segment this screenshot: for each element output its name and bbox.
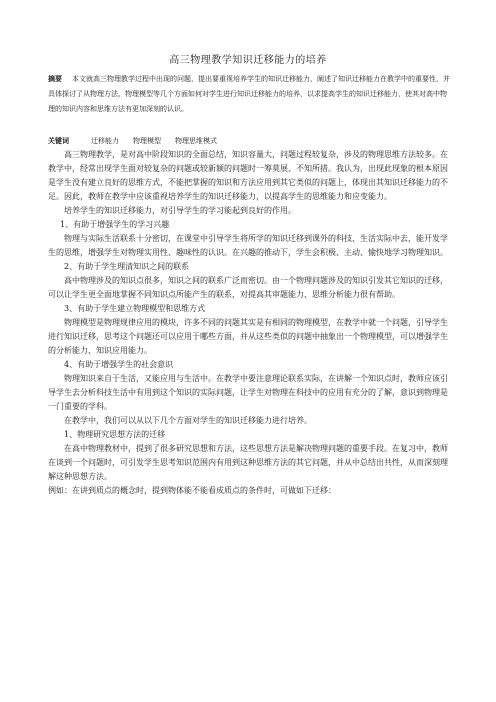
keyword-2: 物理模型 [133, 137, 161, 145]
paragraph: 在高中物理教材中，提到了很多研究思想和方法，这些思想方法是解决物理问题的重要手段。在复习中，教师在谈到一个问题时，可引发学生思考知识范围内有用到这种思维方法的其它问题，并从中总结出共性，从而深刻理解这种思想方法。 [48, 444, 448, 481]
paragraph: 物理与实际生活联系十分密切，在课堂中引导学生将所学的知识迁移到课外的科技、生活实际中去，能开发学生的思维，增强学生对物理实用性、趣味性的认识。在兴趣的推动下，学生会积极、主动、愉快地学习物理知识。 [48, 234, 448, 257]
abstract-text: 本文就高三物理教学过程中出现的问题，提出要重视培养学生的知识迁移能力，阐述了知识迁移能力在教学中的重要性，并具体探讨了从物理方法、物理模型等几个方面如何对学生进行知识迁移能力的培养，以求提高学生的知识迁移能力，使其对高中物理的知识内容和思维方法有更加深刻的认识。 [48, 75, 450, 113]
keywords [48, 134, 452, 148]
keyword-1: 迁移能力 [91, 137, 119, 145]
paragraph: 在教学中，我们可以从以下几个方面对学生的知识迁移能力进行培养。 [64, 416, 312, 425]
paragraph: 高中物理涉及的知识点很多，知识之间的联系广泛而密切。由一个物理问题涉及的知识引发其它知识的迁移，可以让学生更全面地掌握不同知识点所能产生的联系，对提高其审题能力、思维分析能力很有帮助。 [48, 276, 448, 299]
keywords-label: 关键词 [48, 136, 69, 145]
section-heading: 2、有助于学生理清知识之间的联系 [64, 262, 190, 271]
section-heading: 1、物理研究思想方法的迁移 [64, 430, 166, 439]
section-heading: 4、有助于增强学生的社会意识 [64, 360, 174, 369]
paragraph: 培养学生的知识迁移能力，对引导学生的学习能起到良好的作用。 [64, 206, 296, 215]
abstract [48, 71, 452, 117]
paragraph: 物理模型是物理规律应用的模块，许多不同的问题其实是有相同的物理模型，在教学中就一个问题，引导学生进行知识迁移，思考这个问题还可以应用于哪些方面，并从这些类似的问题中抽象出一个物理模型，可以增强学生的分析能力、知识应用能力。 [48, 318, 448, 355]
body-text [48, 148, 452, 498]
page-title: 高三物理教学知识迁移能力的培养 [169, 55, 327, 66]
keyword-3: 物理思维模式 [175, 137, 217, 145]
paragraph: 高三物理教学，是对高中阶段知识的全面总结，知识容量大，问题过程较复杂，涉及的物理思维方法较多。在教学中，经常出现学生面对较复杂的问题或较新颖的问题时一筹莫展、不知所措。我认为，出现此现象的根本原因是学生没有建立良好的思维方式，不能把掌握的知识和方法应用到其它类似的问题上，体现出其知识迁移能力的不足。因此，教师在教学中应该重视培养学生的知识迁移能力，以提高学生的思维能力和应变能力。 [48, 150, 448, 201]
section-heading: 3、有助于学生建立物理模型和思维方式 [64, 304, 206, 313]
abstract-label: 摘要 [48, 74, 62, 83]
paragraph: 例如：在讲到质点的概念时，提到物体能不能看成质点的条件时，可做如下迁移： [48, 486, 336, 495]
paragraph: 物理知识来自于生活，又能应用与生活中。在教学中要注意理论联系实际，在讲解一个知识点时，教师应该引导学生去分析科技生活中有用到这个知识的实际问题，让学生对物理在科技中的应用有充分的了解，意识到物理是一门重要的学科。 [48, 374, 448, 411]
section-heading: 1、有助于增强学生的学习兴趣 [60, 220, 170, 229]
